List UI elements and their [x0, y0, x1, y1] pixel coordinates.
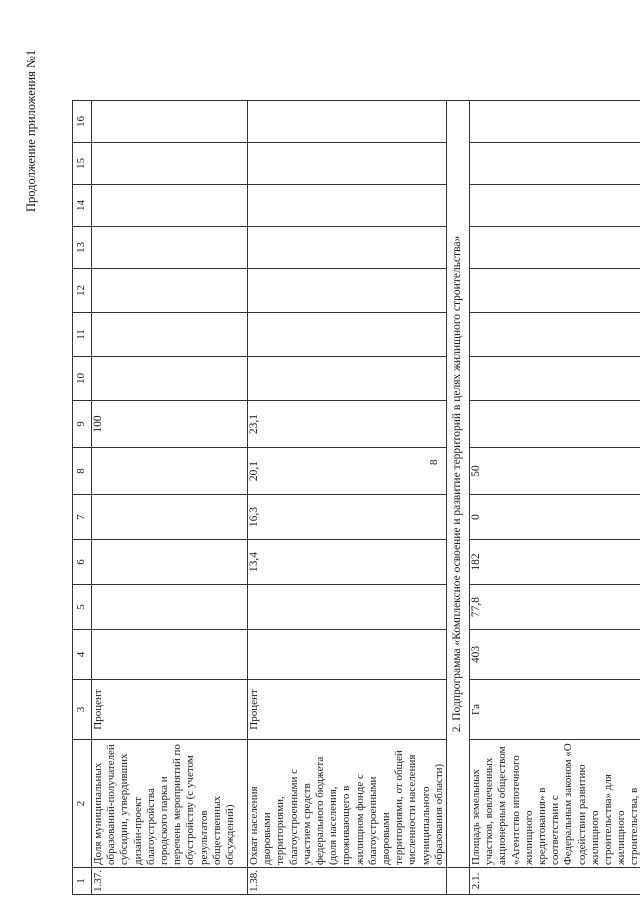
value-cell [470, 269, 640, 313]
table-row [470, 101, 640, 895]
row-number: 1.37. [92, 868, 248, 895]
subprogram-title: 2. Подпрограмма «Комплексное освоение и развитие территорий в целях жилищного строительства» [447, 101, 470, 868]
value-cell [248, 269, 447, 313]
header-col-13: 13 [73, 227, 92, 269]
header-col-9: 9 [73, 401, 92, 448]
header-col-6: 6 [73, 540, 92, 585]
value-cell [470, 313, 640, 357]
subprogram-spacer-cell [447, 868, 470, 895]
value-cell [248, 101, 447, 143]
indicators-table [72, 100, 640, 895]
value-cell [248, 585, 447, 630]
value-cell: 50 [470, 448, 640, 495]
unit-cell: Процент [248, 680, 447, 740]
header-col-7: 7 [73, 495, 92, 540]
header-col-16: 16 [73, 101, 92, 143]
header-col-8: 8 [73, 448, 92, 495]
value-cell: 20,1 [248, 448, 447, 495]
value-cell [248, 630, 447, 680]
value-cell [92, 495, 248, 540]
header-col-4: 4 [73, 630, 92, 680]
header-col-1: 1 [73, 868, 92, 895]
value-cell [470, 185, 640, 227]
value-cell [92, 540, 248, 585]
value-cell [248, 357, 447, 401]
header-col-10: 10 [73, 357, 92, 401]
header-col-14: 14 [73, 185, 92, 227]
table-row [248, 101, 447, 895]
value-cell [92, 101, 248, 143]
value-cell: 23,1 [248, 401, 447, 448]
unit-cell: Га [470, 680, 640, 740]
value-cell: 16,3 [248, 495, 447, 540]
row-number: 1.38. [248, 868, 447, 895]
subprogram-row [447, 101, 470, 895]
value-cell [470, 101, 640, 143]
value-cell [92, 143, 248, 185]
value-cell [92, 185, 248, 227]
value-cell [92, 357, 248, 401]
header-col-5: 5 [73, 585, 92, 630]
header-col-2: 2 [73, 740, 92, 868]
header-col-12: 12 [73, 269, 92, 313]
value-cell [92, 585, 248, 630]
value-cell: 77,8 [470, 585, 640, 630]
indicator-name: Охват населения дворовыми территориями, благоустроенными с участием средств федерального бюджета (доля населения, проживающего в жилищном фонде с благоустроенными дворовыми территориями, от общей численности населения муниципального образования области) [248, 740, 447, 868]
value-cell [92, 227, 248, 269]
header-col-15: 15 [73, 143, 92, 185]
page-number: 8 [428, 459, 440, 465]
value-cell [248, 313, 447, 357]
row-number: 2.1. [470, 868, 640, 895]
header-row [73, 101, 92, 895]
header-col-3: 3 [73, 680, 92, 740]
value-cell [248, 143, 447, 185]
value-cell [92, 630, 248, 680]
indicator-name: Площадь земельных участков, вовлеченных акционерным обществом «Агентство ипотечного жилищного кредитования» в соответствии с Федеральным законом «О содействии развитию жилищного строительства» для жилищного строительства, в [470, 740, 640, 868]
value-cell [470, 227, 640, 269]
value-cell [248, 185, 447, 227]
value-cell: 0 [470, 495, 640, 540]
value-cell [470, 357, 640, 401]
continuation-caption: Продолжение приложения №1 [24, 49, 38, 212]
header-col-11: 11 [73, 313, 92, 357]
value-cell [470, 143, 640, 185]
value-cell [470, 401, 640, 448]
unit-cell: Процент [92, 680, 248, 740]
value-cell [92, 448, 248, 495]
value-cell: 182 [470, 540, 640, 585]
indicator-name: Доля муниципальных образований-получателей субсидии, утвердивших дизайн-проект благоустройства городского парка и перечень мероприятий по обустройству (с учетом результатов общественных обсуждений) [92, 740, 248, 868]
value-cell: 13,4 [248, 540, 447, 585]
value-cell [248, 227, 447, 269]
value-cell [92, 269, 248, 313]
value-cell: 100 [92, 401, 248, 448]
value-cell [92, 313, 248, 357]
table-row [92, 101, 248, 895]
value-cell: 403 [470, 630, 640, 680]
